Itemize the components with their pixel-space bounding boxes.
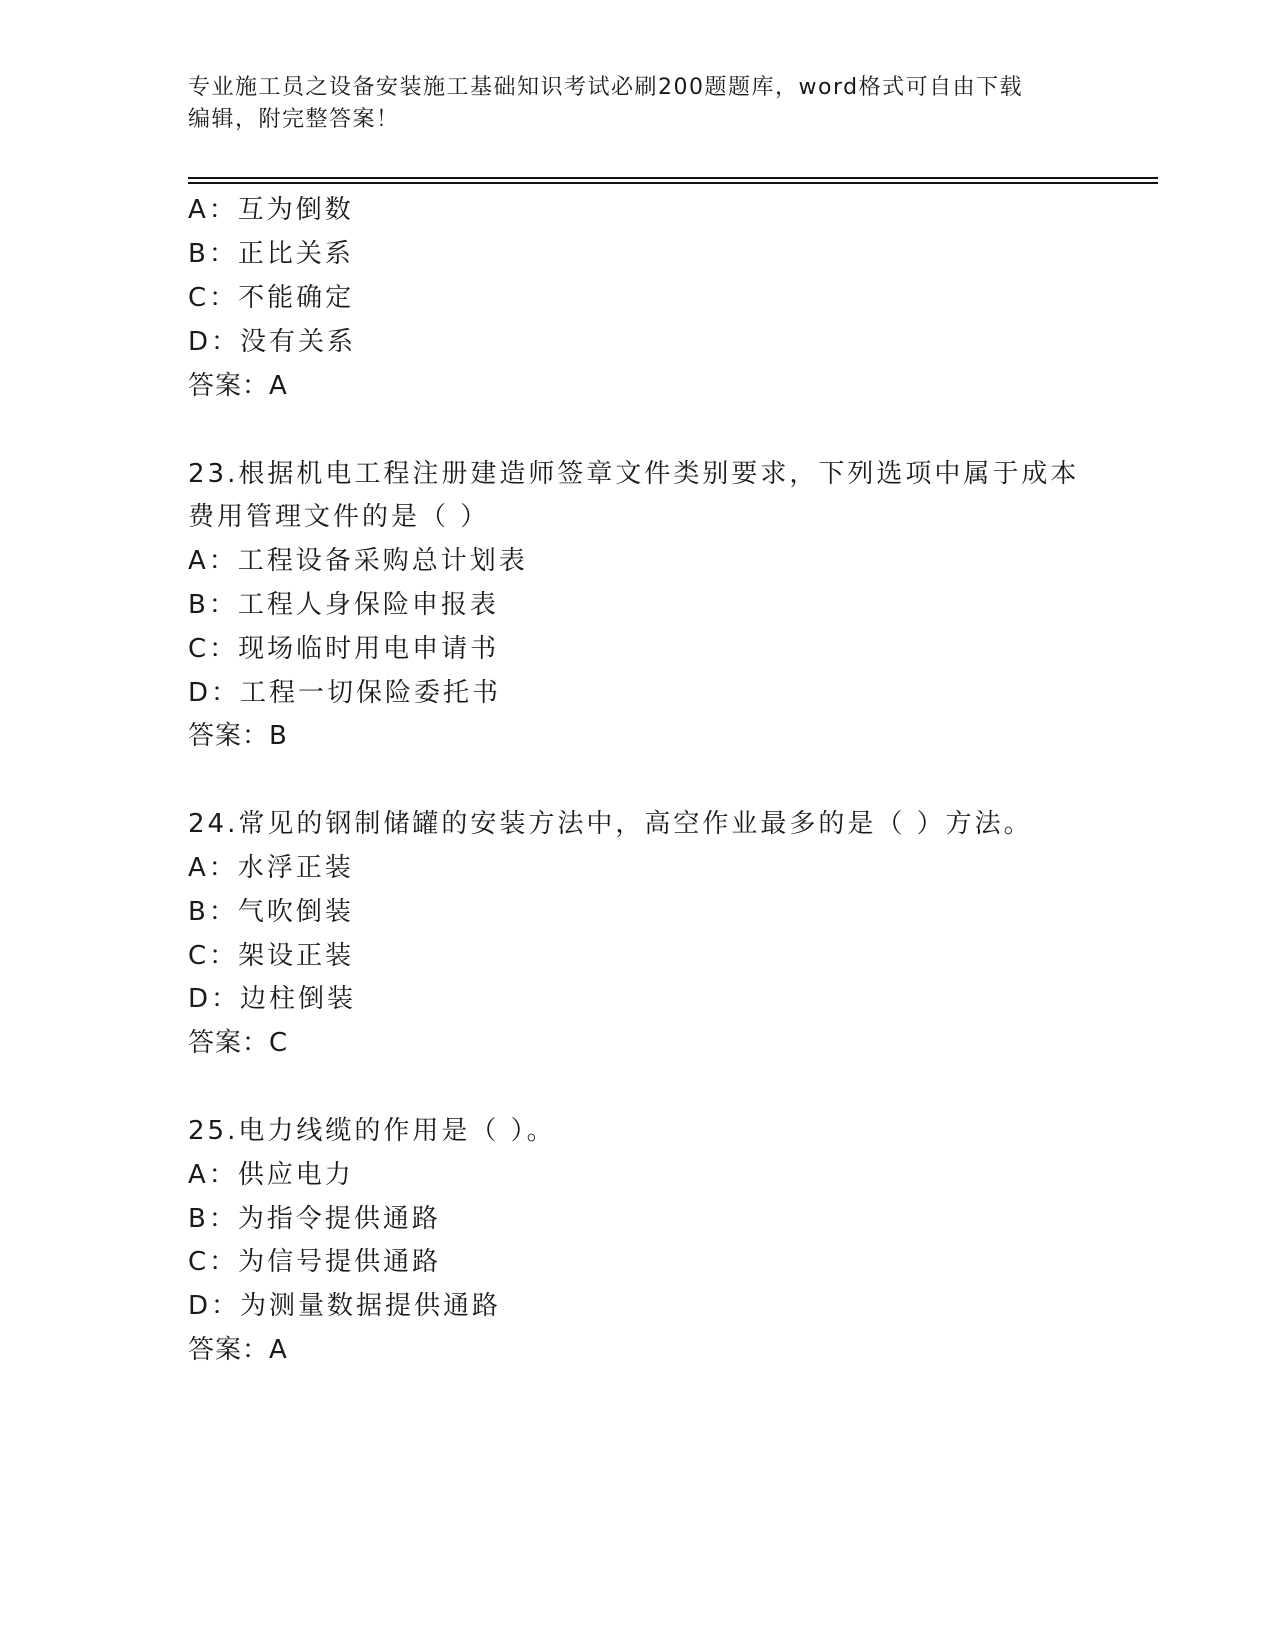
header-rule-thick (188, 177, 1158, 179)
q22-option-d: D：没有关系 (188, 327, 357, 357)
q25-option-b: B：为指令提供通路 (188, 1204, 441, 1234)
q23-option-c: C：现场临时用电申请书 (188, 634, 500, 664)
q23-option-a: A：工程设备采购总计划表 (188, 546, 528, 576)
q22-option-c: C：不能确定 (188, 283, 355, 313)
q22-option-b: B：正比关系 (188, 239, 354, 269)
q25-answer: 答案：A (188, 1335, 288, 1365)
q22-option-a: A：互为倒数 (188, 195, 354, 225)
header-line-1: 专业施工员之设备安装施工基础知识考试必刷200题题库，word格式可自由下载 (188, 75, 1024, 100)
q23-stem-line-1: 23.根据机电工程注册建造师签章文件类别要求，下列选项中属于成本 (188, 459, 1080, 489)
q22-answer: 答案：A (188, 371, 288, 401)
q23-stem-line-2: 费用管理文件的是（ ） (188, 502, 490, 532)
q24-option-d: D：边柱倒装 (188, 984, 357, 1014)
q24-option-c: C：架设正装 (188, 941, 355, 971)
q25-option-c: C：为信号提供通路 (188, 1247, 442, 1277)
q24-stem-line-1: 24.常见的钢制储罐的安装方法中，高空作业最多的是（ ）方法。 (188, 809, 1033, 839)
header-rule-thin (188, 182, 1158, 184)
header-line-2: 编辑，附完整答案！ (188, 107, 400, 132)
q25-option-d: D：为测量数据提供通路 (188, 1291, 502, 1321)
q23-answer: 答案：B (188, 721, 288, 751)
q23-option-d: D：工程一切保险委托书 (188, 678, 502, 708)
document-header (188, 72, 1088, 136)
q25-stem-line-1: 25.电力线缆的作用是（ ）。 (188, 1116, 556, 1146)
q25-option-a: A：供应电力 (188, 1160, 354, 1190)
q24-answer: 答案：C (188, 1028, 289, 1058)
q24-option-a: A：水浮正装 (188, 853, 354, 883)
q24-option-b: B：气吹倒装 (188, 897, 354, 927)
q23-option-b: B：工程人身保险申报表 (188, 590, 499, 620)
